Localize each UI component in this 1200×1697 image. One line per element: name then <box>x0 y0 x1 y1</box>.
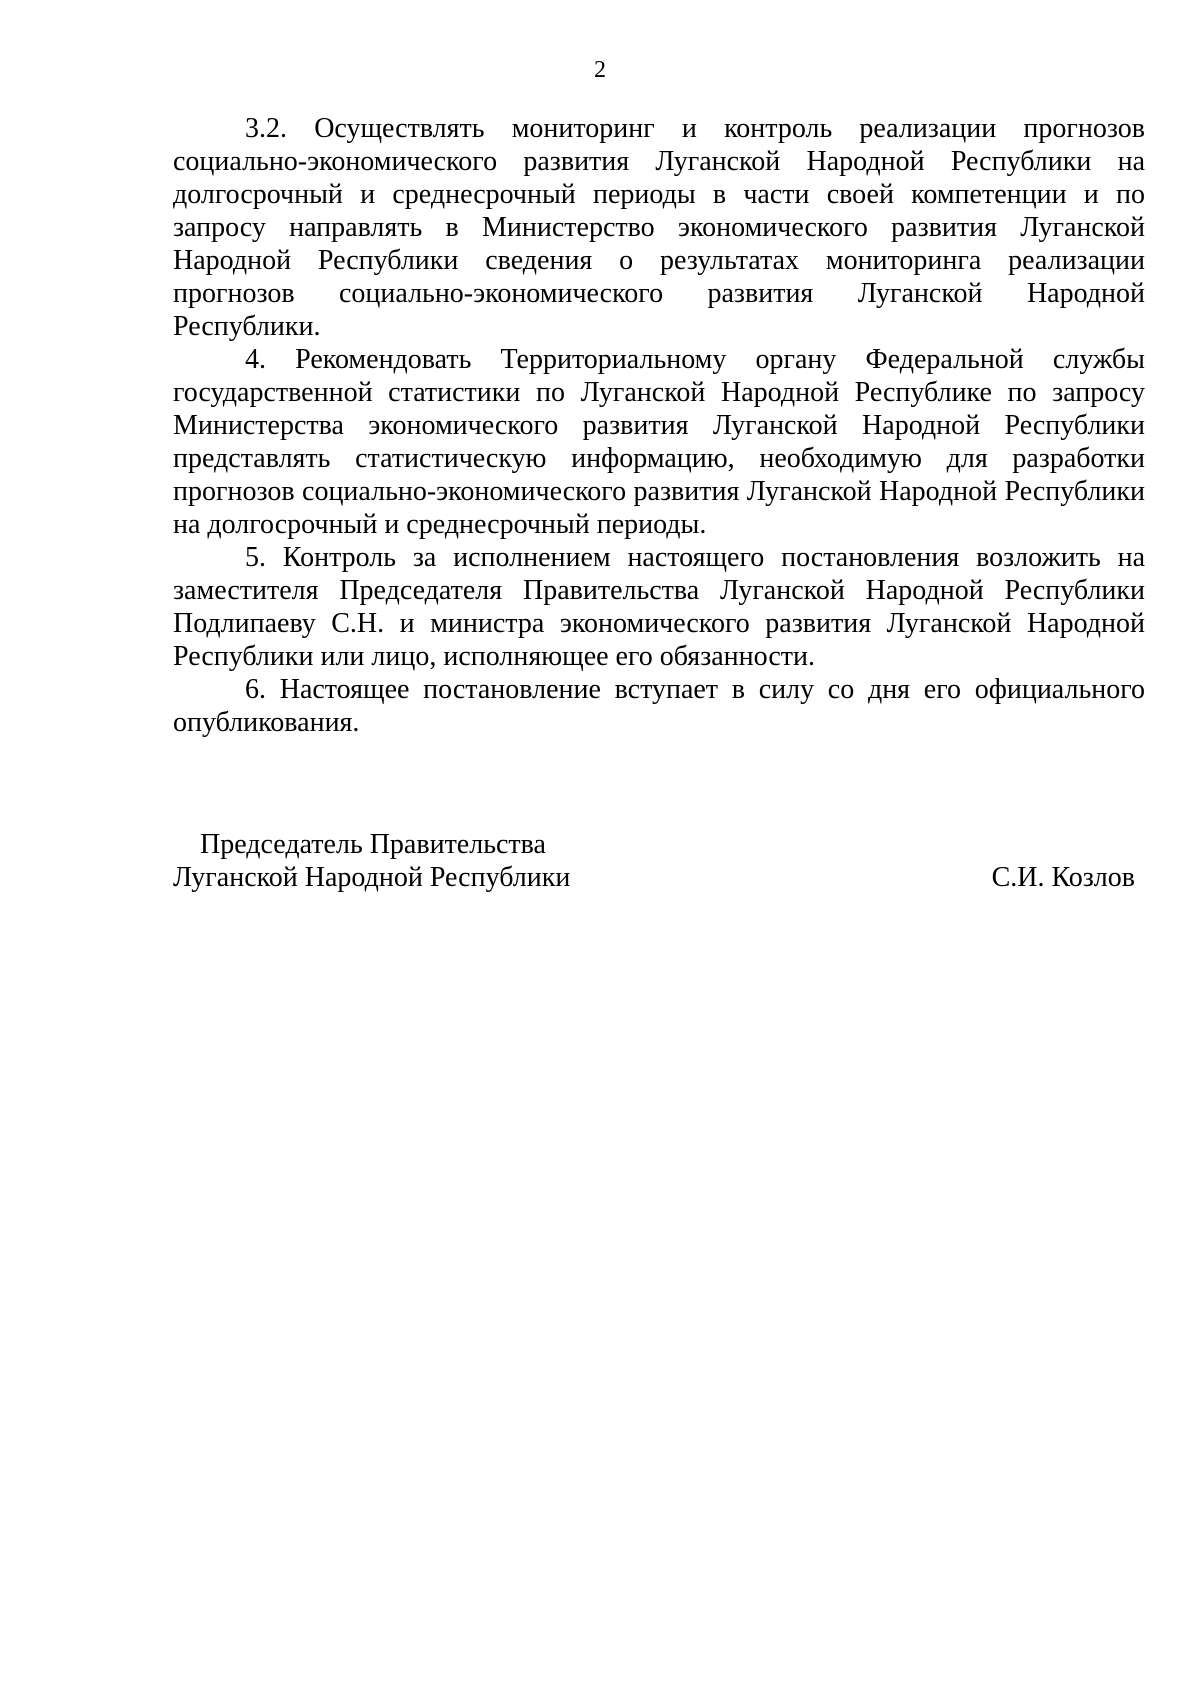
paragraph-3-2: 3.2. Осуществлять мониторинг и контроль реализации прогнозов социально-экономического развития Луганской Народной Республики на долгосрочный и среднесрочный периоды в части своей компетенции и по запросу направлять в Министерство экономического развития Луганской Народной Республики сведения о результатах мониторинга реализации прогнозов социально-экономического развития Луганской Народной Республики. <box>173 113 1145 342</box>
paragraph-6: 6. Настоящее постановление вступает в силу со дня его официального опубликования. <box>173 674 1145 738</box>
signatory-title-line2: Луганской Народной Республики <box>173 862 571 893</box>
page-number: 2 <box>594 57 606 83</box>
signatory-name: С.И. Козлов <box>991 862 1135 893</box>
signatory-title-line1: Председатель Правительства <box>200 829 546 860</box>
paragraph-5: 5. Контроль за исполнением настоящего постановления возложить на заместителя Председателя Правительства Луганской Народной Республики Подлипаеву С.Н. и министра экономического развития Луганской Народной Республики или лицо, исполняющее его обязанности. <box>173 542 1145 672</box>
signature-row <box>173 861 1135 894</box>
signature-block <box>173 828 1135 894</box>
paragraph-4: 4. Рекомендовать Территориальному органу Федеральной службы государственной статистики по Луганской Народной Республике по запросу Министерства экономического развития Луганской Народной Республики представлять статистическую информацию, необходимую для разработки прогнозов социально-экономического развития Луганской Народной Республики на долгосрочный и среднесрочный периоды. <box>173 344 1145 540</box>
document-body <box>173 112 1145 739</box>
